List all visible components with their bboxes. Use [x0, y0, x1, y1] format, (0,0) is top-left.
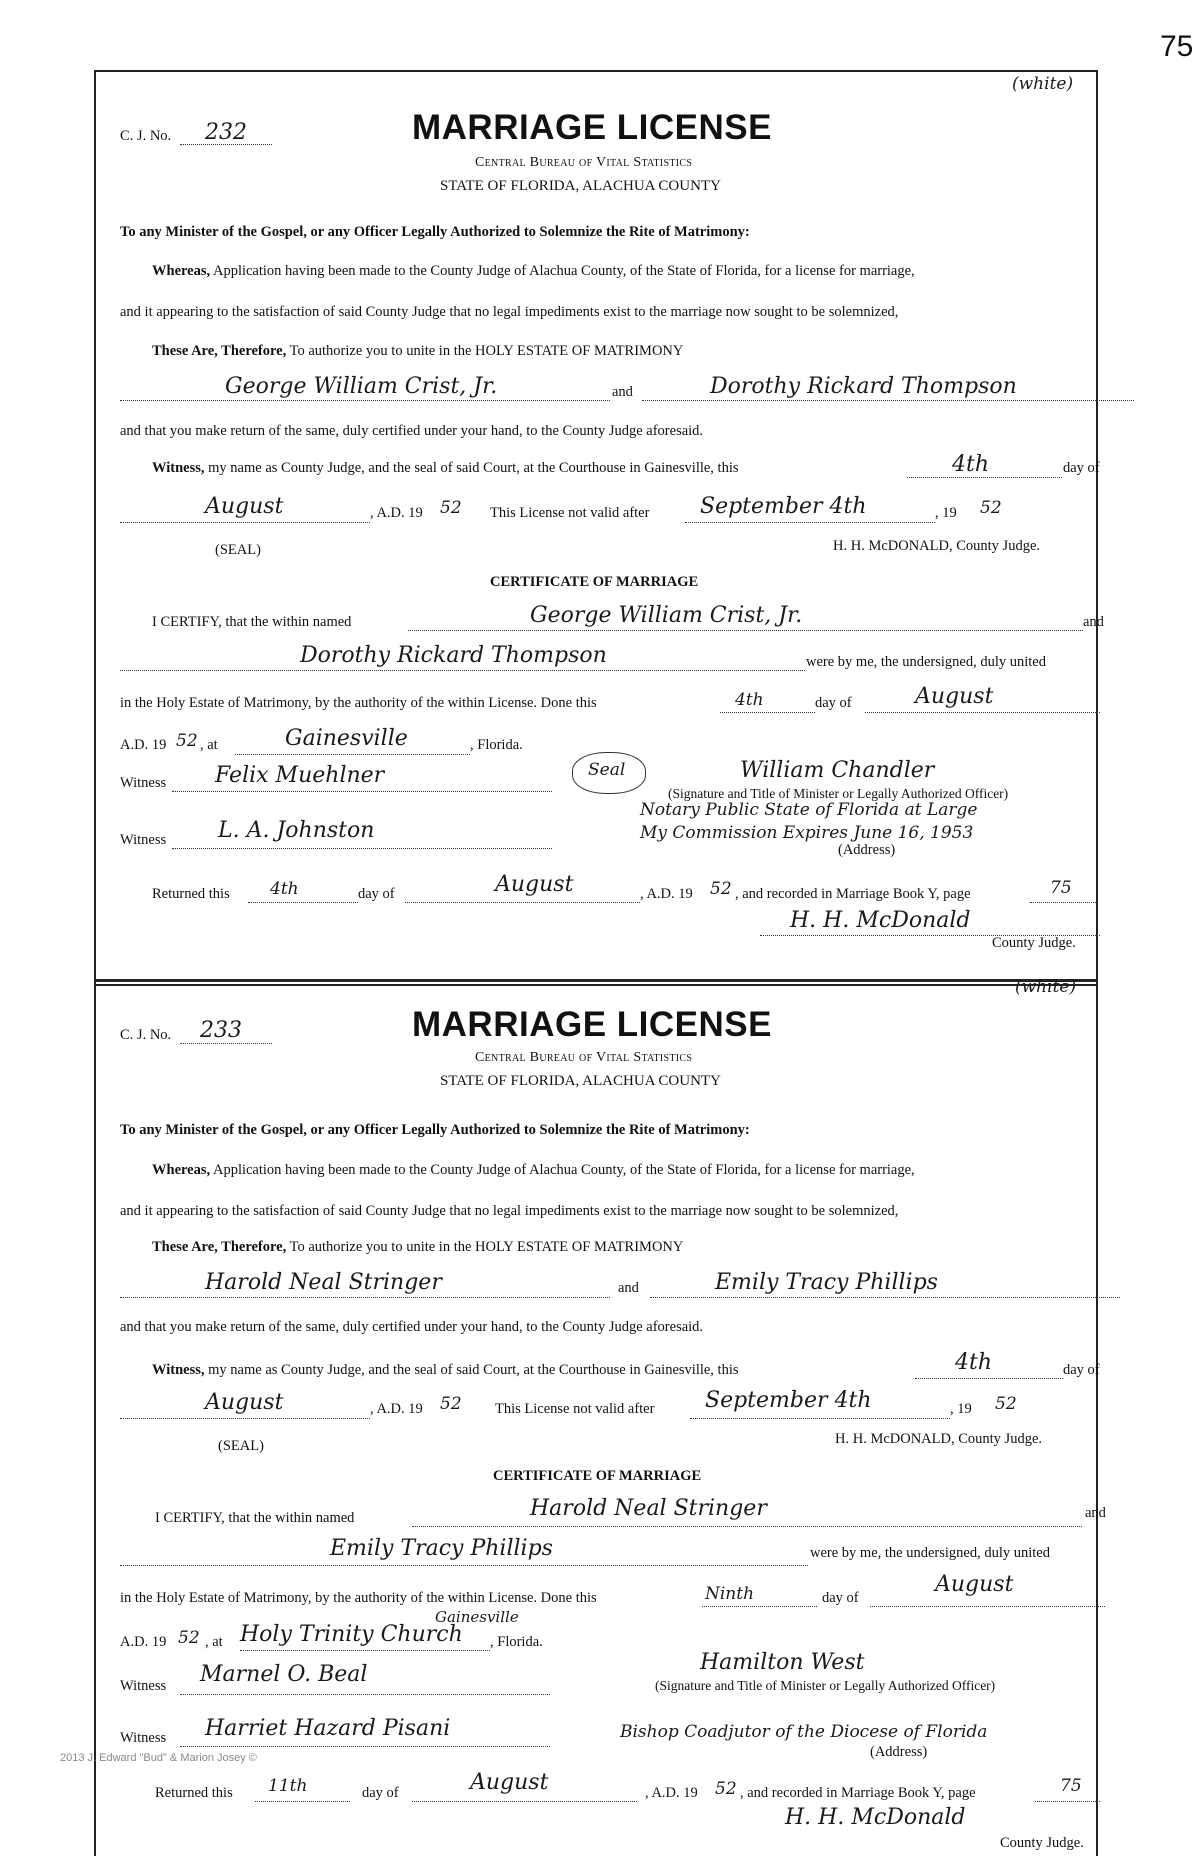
cert-bride-name: Dorothy Rickard Thompson — [300, 643, 607, 668]
not-valid-label: This License not valid after — [490, 505, 650, 521]
not-valid-label: This License not valid after — [495, 1401, 655, 1417]
book-page: 75 — [1060, 1776, 1082, 1796]
judge-label: H. H. McDONALD, County Judge. — [835, 1431, 1043, 1447]
page-number: 75 — [1160, 30, 1194, 63]
ad-label: , A.D. 19 — [370, 505, 423, 521]
florida-label: , Florida. — [490, 1634, 543, 1650]
address-caption: (Address) — [870, 1744, 928, 1760]
address-line: To any Minister of the Gospel, or any Officer Legally Authorized to Solemnize the Rite of Matrimony: — [120, 224, 750, 240]
place-note: Gainesville — [435, 1608, 519, 1626]
return-line: and that you make return of the same, duly certified under your hand, to the County Judge aforesaid. — [120, 1319, 704, 1335]
judge-label: H. H. McDONALD, County Judge. — [833, 538, 1041, 554]
license-separator-inner — [94, 984, 1096, 986]
whereas-line: Whereas, Application having been made to the County Judge of Alachua County, of the State of Florida, for a license for marriage, — [152, 263, 915, 279]
officiant-title: Notary Public State of Florida at Large — [640, 800, 978, 820]
seal-label: (SEAL) — [215, 542, 261, 558]
florida-label: , Florida. — [470, 737, 523, 753]
ad2-label: A.D. 19 — [120, 737, 167, 753]
returned-label: Returned this — [155, 1785, 233, 1801]
book-page: 75 — [1050, 878, 1072, 898]
witness-line: Witness, my name as County Judge, and the seal of said Court, at the Courthouse in Gainesville, this — [152, 1362, 739, 1378]
holy-estate-line: in the Holy Estate of Matrimony, by the authority of the within License. Done this — [120, 695, 597, 711]
county-judge-label: County Judge. — [1000, 1835, 1084, 1851]
returned-day: 4th — [270, 879, 299, 899]
place: Holy Trinity Church — [240, 1622, 463, 1647]
ad3-label: , A.D. 19 — [645, 1785, 698, 1801]
returned-month: August — [470, 1770, 549, 1795]
cert-groom-name: Harold Neal Stringer — [530, 1496, 767, 1521]
expiry-date: September 4th — [705, 1388, 872, 1413]
license-title: MARRIAGE LICENSE — [412, 1005, 772, 1044]
issue-year: 52 — [440, 1394, 462, 1414]
address-value: My Commission Expires June 16, 1953 — [640, 823, 974, 843]
seal-label: (SEAL) — [218, 1438, 264, 1454]
state-label: STATE OF FLORIDA, ALACHUA COUNTY — [440, 1073, 721, 1089]
expiry-year: 52 — [980, 498, 1002, 518]
these-are-line: These Are, Therefore, To authorize you to unite in the HOLY ESTATE OF MATRIMONY — [152, 343, 684, 359]
issue-month: August — [205, 1390, 284, 1415]
witness1-label: Witness — [120, 1678, 167, 1694]
returned-year: 52 — [715, 1779, 737, 1799]
witness1-name: Marnel O. Beal — [200, 1662, 368, 1687]
license-title: MARRIAGE LICENSE — [412, 108, 772, 147]
bride-name: Emily Tracy Phillips — [715, 1270, 938, 1295]
done-month: August — [935, 1572, 1014, 1597]
expiry-year-prefix: , 19 — [950, 1401, 972, 1417]
address-value: Bishop Coadjutor of the Diocese of Florida — [620, 1722, 988, 1742]
cert-bride-name: Emily Tracy Phillips — [330, 1536, 553, 1561]
day-of-label: day of — [1063, 1362, 1100, 1378]
signature-caption: (Signature and Title of Minister or Legally Authorized Officer) — [668, 786, 1009, 801]
issue-day: 4th — [952, 452, 990, 477]
issue-day: 4th — [955, 1350, 993, 1375]
whereas-line: Whereas, Application having been made to the County Judge of Alachua County, of the State of Florida, for a license for marriage, — [152, 1162, 915, 1178]
done-day: Ninth — [705, 1584, 755, 1604]
cj-number: 232 — [205, 120, 247, 145]
return-line: and that you make return of the same, duly certified under your hand, to the County Judge aforesaid. — [120, 423, 704, 439]
done-day-of-label: day of — [822, 1590, 859, 1606]
done-month: August — [915, 684, 994, 709]
bureau-label: Central Bureau of Vital Statistics — [475, 1050, 693, 1065]
cj-label: C. J. No. — [120, 1027, 172, 1043]
certify-line: I CERTIFY, that the within named — [155, 1510, 355, 1526]
witness2-label: Witness — [120, 1730, 167, 1746]
place: Gainesville — [285, 726, 408, 751]
officiant-signature: William Chandler — [740, 758, 935, 783]
ad3-label: , A.D. 19 — [640, 886, 693, 902]
cj-label: C. J. No. — [120, 128, 172, 144]
address-line: To any Minister of the Gospel, or any Officer Legally Authorized to Solemnize the Rite of Matrimony: — [120, 1122, 750, 1138]
expiry-date: September 4th — [700, 494, 867, 519]
recorded-label: , and recorded in Marriage Book Y, page — [740, 1785, 976, 1801]
certificate-title: CERTIFICATE OF MARRIAGE — [490, 574, 699, 590]
united-label: were by me, the undersigned, duly united — [810, 1545, 1050, 1561]
ad2-label: A.D. 19 — [120, 1634, 167, 1650]
race-note: (white) — [1015, 977, 1077, 997]
done-day-of-label: day of — [815, 695, 852, 711]
groom-name: George William Crist, Jr. — [225, 374, 498, 399]
at-label: , at — [205, 1634, 223, 1650]
recorded-label: , and recorded in Marriage Book Y, page — [735, 886, 971, 902]
done-year: 52 — [176, 731, 198, 751]
appearing-line: and it appearing to the satisfaction of said County Judge that no legal impediments exist to the marriage now sought to be solemnized, — [120, 304, 899, 320]
groom-name: Harold Neal Stringer — [205, 1270, 442, 1295]
cert-and-label: and — [1085, 1505, 1106, 1521]
witness2-name: L. A. Johnston — [218, 818, 375, 843]
at-label: , at — [200, 737, 218, 753]
returned-day-of-label: day of — [362, 1785, 399, 1801]
done-year: 52 — [178, 1628, 200, 1648]
witness1-label: Witness — [120, 775, 167, 791]
certify-line: I CERTIFY, that the within named — [152, 614, 352, 630]
address-caption: (Address) — [838, 842, 896, 858]
done-day: 4th — [735, 690, 764, 710]
copyright-watermark: 2013 J. Edward "Bud" & Marion Josey © — [60, 1752, 257, 1764]
license-separator — [94, 979, 1096, 982]
holy-estate-line: in the Holy Estate of Matrimony, by the authority of the within License. Done this — [120, 1590, 597, 1606]
witness-line: Witness, my name as County Judge, and the seal of said Court, at the Courthouse in Gainesville, this — [152, 460, 739, 476]
seal-stamp-text: Seal — [588, 760, 626, 780]
and-label: and — [612, 384, 633, 400]
witness2-label: Witness — [120, 832, 167, 848]
expiry-year: 52 — [995, 1394, 1017, 1414]
returned-day: 11th — [268, 1776, 308, 1796]
returned-month: August — [495, 872, 574, 897]
county-judge-label: County Judge. — [992, 935, 1076, 951]
cj-number: 233 — [200, 1018, 242, 1043]
cert-and-label: and — [1083, 614, 1104, 630]
officiant-signature: Hamilton West — [700, 1650, 865, 1675]
expiry-year-prefix: , 19 — [935, 505, 957, 521]
issue-month: August — [205, 494, 284, 519]
cert-groom-name: George William Crist, Jr. — [530, 603, 803, 628]
returned-label: Returned this — [152, 886, 230, 902]
these-are-line: These Are, Therefore, To authorize you to unite in the HOLY ESTATE OF MATRIMONY — [152, 1239, 684, 1255]
returned-day-of-label: day of — [358, 886, 395, 902]
united-label: were by me, the undersigned, duly united — [806, 654, 1046, 670]
witness2-name: Harriet Hazard Pisani — [205, 1716, 451, 1741]
bride-name: Dorothy Rickard Thompson — [710, 374, 1017, 399]
day-of-label: day of — [1063, 460, 1100, 476]
certificate-title: CERTIFICATE OF MARRIAGE — [493, 1468, 702, 1484]
appearing-line: and it appearing to the satisfaction of said County Judge that no legal impediments exist to the marriage now sought to be solemnized, — [120, 1203, 899, 1219]
race-note: (white) — [1012, 74, 1074, 94]
witness1-name: Felix Muehlner — [215, 763, 385, 788]
and-label: and — [618, 1280, 639, 1296]
judge-signature: H. H. McDonald — [790, 908, 971, 933]
judge-signature: H. H. McDonald — [785, 1805, 966, 1830]
state-label: STATE OF FLORIDA, ALACHUA COUNTY — [440, 178, 721, 194]
signature-caption: (Signature and Title of Minister or Legally Authorized Officer) — [655, 1678, 996, 1693]
bureau-label: Central Bureau of Vital Statistics — [475, 155, 693, 170]
ad-label: , A.D. 19 — [370, 1401, 423, 1417]
returned-year: 52 — [710, 879, 732, 899]
issue-year: 52 — [440, 498, 462, 518]
